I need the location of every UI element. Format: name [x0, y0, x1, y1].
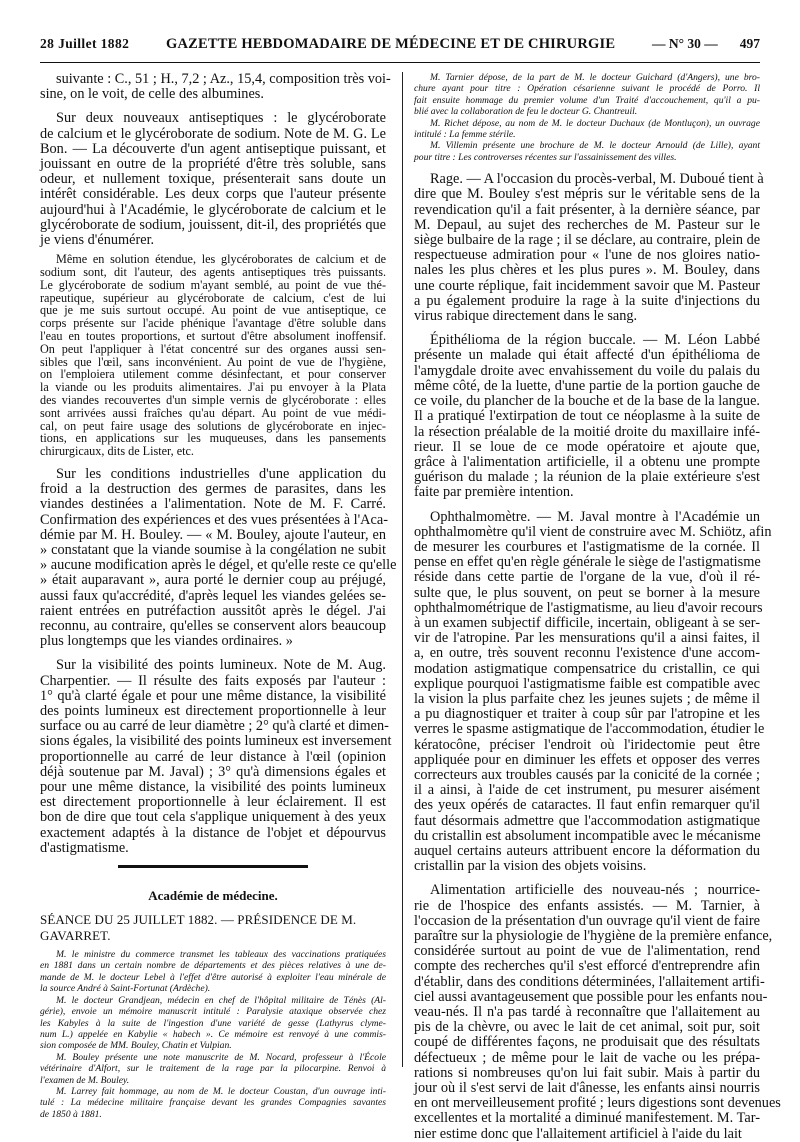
text-line: l'examen de M. Bouley. [40, 1074, 130, 1086]
text-line: la source André à Saint-Fortunat (Ardèche). [40, 983, 211, 995]
text-line: modation astigmatique compensatrice du cristallin, ce qui [414, 660, 760, 677]
text-line: chirurgicaux, dits de Lister, etc. [40, 444, 194, 459]
text-line: Alimentation artificielle des nouveau-nés ; nourrice- [430, 882, 760, 899]
text-line: jour où il s'est servi de lait d'ânesse, les enfants ainsi nourris [414, 1080, 760, 1097]
text-line: la vision la plus parfaite chez les jeunes sujets ; de même il [414, 690, 760, 707]
text-line: auquel certains auteurs attribuent encore la déformation du [414, 842, 760, 859]
froid-note [40, 465, 397, 650]
text-line: siège bulbaire de la rage ; il se déclare, au contraire, plein de [414, 232, 761, 249]
text-line: » était auparavant », aura porté le dernier coup au préjugé, [40, 572, 386, 589]
text-line: la résection préalable de la moitié droite du maxillaire infé- [414, 423, 760, 440]
header-right [652, 36, 760, 52]
text-line: réside dans cette partie de l'organe de la vue, d'où il ré- [414, 569, 760, 586]
text-line: M. Villemin présente une brochure de M. le docteur Arnould (de Lille), ayant [430, 140, 760, 152]
text-line: les Kabyles à la suite de l'ingestion d'une variété de gesse (Lathyrus clyme- [40, 1017, 386, 1029]
text-line: Le glycéroborate de sodium m'ayant semblé, au point de vue thé- [40, 277, 386, 292]
text-line: à un examen subjectif difficile, incertain, obligeant à se ser- [414, 614, 760, 631]
text-line: appliquée pour en diminuer les effets et opposer des verres [414, 751, 760, 768]
text-line: est directement proportionnelle à leur éclairement. Il est [40, 794, 386, 811]
text-line: grâce à l'alimentation artificielle, il a obtenu une prompte [414, 453, 760, 470]
left-column [40, 71, 397, 1120]
issue-number: — N° 30 — [651, 36, 718, 51]
text-line: gérie), envoie un mémoire manuscrit intitulé : Paralysie ataxique observée chez [40, 1006, 386, 1018]
text-line: fait ensuite hommage du premier volume d'un Traité d'accouchement, qu'il a pu- [414, 94, 760, 106]
text-line: paraître sur la physiologie de l'hygiène de la première enfance, [414, 928, 773, 944]
text-line: considérée surtout au point de vue de l'alimentation, rend [414, 943, 760, 960]
text-line: faut désormais admettre que l'accommodation astigmatique [414, 812, 760, 829]
visibilite-note [40, 657, 392, 856]
text-line: sine, on le voit, de celle des albumines. [40, 86, 264, 103]
text-line: a, en outre, très souvent reconnu l'existence d'une accom- [414, 645, 760, 662]
text-line: explique pourquoi l'astigmatisme faible est compatible avec [414, 675, 760, 692]
text-line: sibles que l'œil, sans inconvénient. Au point de vue de l'hygiène, [40, 354, 386, 369]
text-line: aujourd'hui à l'Académie, le glycéroborate de calcium et le [40, 201, 386, 218]
text-line: cal, on peut faire usage des solutions de glycéroborate en injec- [40, 418, 386, 433]
text-line: 1° qu'à clarté égale et pour une même distance, la visibilité [40, 687, 386, 704]
text-line: présente un malade qui était affecté d'un épithélioma de [414, 347, 760, 364]
glyceroborate-note [40, 111, 386, 248]
text-line: virus rabique directement dans le sang. [414, 308, 638, 325]
text-line: l'occasion de la présentation d'un ouvrage qu'il vient de faire [414, 912, 760, 929]
text-line: de 1850 à 1881. [40, 1108, 102, 1120]
text-line: que je me suis surtout occupé. Au point de vue antiseptique, ce [40, 303, 386, 318]
text-line: de calcium et le glycéroborate de sodium. Note de M. G. Le [40, 125, 386, 142]
text-line: Même en solution étendue, les glycéroborates de calcium et de [56, 252, 386, 267]
text-line: on l'emploiera utilement comme désinfectant, et pour conserver [40, 367, 386, 382]
alimentation-note [414, 882, 781, 1142]
text-line: d'établir, dans des conditions déterminées, l'allaitement artifi- [414, 973, 765, 990]
column-divider [402, 72, 403, 1067]
text-line: veau-nés. Il n'a pas tardé à reconnaître que l'allaitement au [414, 1004, 760, 1021]
text-line: respectueuse admiration pour « l'une de nos gloires natio- [414, 247, 760, 264]
glyceroborate-detail [40, 253, 386, 458]
text-line: déjà soutenue par M. Javal) ; 3° qu'à dimensions égales et [40, 763, 386, 780]
text-line: de mesurer les courbures et l'astigmatisme de la cornée. Il [414, 538, 760, 555]
text-line: ophthalmométrique de l'astigmatisme, au lieu d'avoir recours [414, 599, 763, 616]
text-line: M. le docteur Grandjean, médecin en chef de l'hôpital militaire de Ténès (Al- [56, 994, 386, 1006]
text-line: pis de la chèvre, ou avec le lait de cet animal, soit pur, soit [414, 1019, 760, 1036]
text-line: Ophthalmomètre. — M. Javal montre à l'Académie un [430, 508, 760, 525]
text-line: défectueux ; de même pour le lait de vache ou les prépa- [414, 1049, 760, 1066]
text-line: Épithélioma de la région buccale. — M. Léon Labbé [430, 332, 760, 349]
text-line: aussi faux qu'accrédité, d'après lequel les viandes gelées se- [40, 587, 386, 604]
text-line: pour une même distance, la visibilité des points lumineux [40, 779, 386, 796]
text-line: sions égales, la visibilité des points lumineux est inversement [40, 733, 392, 750]
text-line: il a ainsi, à l'aide de cet instrument, pu mesurer aisément [414, 782, 760, 799]
text-line: bon de dire que tout cela s'applique uniquement à des yeux [40, 809, 386, 826]
text-line: » aucune modification après le dégel, et qu'elle reste ce qu'elle [40, 557, 397, 574]
text-line: viandes destinées a l'alimentation. Note de M. F. Carré. [40, 496, 386, 513]
text-line: froid a la destruction des germes de parasites, dans les [40, 481, 386, 498]
text-line: Charpentier. — Il résulte des faits exposés par l'auteur : [40, 672, 386, 689]
text-line: tulé : La médecine militaire française devant les grandes Compagnies savantes [40, 1097, 386, 1109]
text-line: M. Bouley présente une note manuscrite de M. Nocard, professeur à l'École [56, 1051, 386, 1063]
header-date: 28 Juillet 1882 [40, 36, 130, 51]
text-line: rations si nombreuses qu'on lui fait subir. Mais à partir du [414, 1064, 760, 1081]
text-line: pense en effet qu'en règle générale le siège de l'astigmatisme [414, 554, 761, 571]
section-separator [118, 865, 308, 868]
text-line: glycéroborate de sodium, jouissent, dit-il, des propriétés que [40, 216, 386, 233]
text-line: dire que M. Bouley s'est mépris sur le véritable sens de la [414, 186, 760, 203]
text-line: démie par M. H. Bouley. — « M. Bouley, ajoute l'auteur, en [40, 526, 386, 543]
text-line: vétérinaire d'Alfort, sur le traitement de la rage par la pilocarpine. Renvoi à [40, 1063, 386, 1075]
text-line: d'astigmatisme. [40, 839, 129, 856]
text-line: des points lumineux est directement proportionnelle à leur [40, 703, 386, 720]
text-line: jouissant en outre de la propriété d'être très soluble, sans [40, 156, 386, 173]
text-line: verres le spasme astigmatique de l'accommodation, étudier le [414, 721, 765, 738]
text-line: mande de M. le docteur Lebel à l'effet d'être autorisé à exploiter l'eau minérale de [40, 971, 386, 983]
text-line: Sur la visibilité des points lumineux. Note de M. Aug. [56, 657, 386, 674]
journal-title: GAZETTE HEBDOMADAIRE DE MÉDECINE ET DE CHIRURGIE [165, 36, 616, 52]
text-line: sont arrivées aussi fraîches qu'au départ. Au point de vue médi- [40, 405, 386, 420]
text-line: ophthalmomètre qu'il vient de construire avec M. Schiötz, afin [414, 523, 772, 540]
text-line: M. Larrey fait hommage, au nom de M. le docteur Coustan, d'un ouvrage inti- [56, 1085, 386, 1097]
text-line: je viens d'énumérer. [40, 232, 155, 249]
text-line: » constatant que la viande soumise à la congélation ne subit [40, 542, 386, 558]
text-line: raient entrées en putréfaction aussitôt après le dégel. J'ai [40, 602, 386, 619]
text-line: en 1881 dans un certain nombre de départements et des pièces relatives à une de- [40, 960, 386, 972]
text-line: même côté, de la luette, d'une partie de la portion gauche de [414, 377, 760, 394]
text-line: sion composée de MM. Bouley, Chatin et Vulpian. [40, 1040, 232, 1052]
page-number: 497 [739, 36, 760, 51]
text-line: des yeux opérés de cataractes. Il faut enfin remarquer qu'il [414, 797, 760, 814]
text-line: rieur. Il se loue de ce mode opératoire et ajoute que, [414, 438, 760, 455]
text-line: M. Tarnier dépose, de la part de M. le docteur Guichard (d'Angers), une bro- [430, 72, 760, 83]
text-line: en ont merveilleusement profité ; leurs digestions sont devenues [414, 1095, 781, 1112]
text-line: correcteurs aux troubles causés par la conicité de la cornée ; [414, 766, 760, 783]
seance-heading: SÉANCE DU 25 JUILLET 1882. — PRÉSIDENCE DE M. GAVARRET. [40, 912, 357, 944]
text-line: intitulé : La femme stérile. [414, 129, 516, 141]
text-line: odeur, et nullement toxique, présenterait sans doute un [40, 171, 386, 188]
text-line: des viandes recouvertes d'un simple vernis de glycéroborate : elles [40, 393, 386, 407]
text-line: reconnu, au contraire, qu'elles se conservent alors beaucoup [40, 618, 386, 635]
text-line: Il a pratiqué l'extirpation de tout ce néoplasme à la suite de [414, 408, 760, 425]
text-line: nales les plus chères et les plus pures ». M. Bouley, dans [414, 262, 760, 279]
text-line: a pu diagnostiquer et traiter à coup sûr par l'atropine et les [414, 706, 760, 723]
text-line: vir de l'atropine. Par les mensurations qu'il a ainsi faites, il [414, 630, 760, 647]
text-line: rie de l'hospice des enfants assistés. — M. Tarnier, à [414, 897, 760, 914]
text-line: nier estime donc que l'allaitement artificiel à l'aide du lait [414, 1125, 742, 1142]
text-line: pour titre : Les controverses récentes sur l'assainissement des villes. [414, 151, 677, 163]
text-line: Confirmation des expériences et des vues présentées à l'Aca- [40, 511, 388, 528]
text-line: l'eau en toutes proportions, et surtout d'être absolument inoffensif. [40, 329, 386, 344]
albumines-paragraph [40, 71, 391, 103]
text-line: a pu également produire la rage à la suite d'injections du [414, 292, 760, 309]
text-line: suivante : C., 51 ; H., 7,2 ; Az., 15,4, composition très voi- [56, 71, 391, 87]
text-line: la viande ou les produits alimentaires. J'ai pu envoyer à la Plata [40, 380, 386, 395]
text-line: proportionnelle au carré de leur distance à l'œil (opinion [40, 748, 386, 765]
text-line: une courte réplique, fait incidemment savoir que M. Pasteur [414, 277, 760, 294]
text-line: M. Depaul, au sujet des recherches de M. Pasteur sur le [414, 216, 760, 233]
text-line: excellentes et la mortalité a diminué manifestement. M. Tar- [414, 1110, 760, 1127]
section-title: Académie de médecine. [148, 888, 278, 904]
text-line: corps présente sur l'acide phénique l'avantage d'être soluble dans [40, 316, 386, 331]
text-line: sodium sont, dit l'auteur, des agents antiseptiques très puissants. [40, 265, 386, 280]
text-line: revendication qu'il a fait présenter, à la dernière séance, par [414, 201, 760, 218]
text-line: M. Richet dépose, au nom de M. le docteur Duchaux (de Montluçon), un ouvrage [430, 117, 760, 129]
correspondance-list [40, 949, 386, 1120]
text-line: ciel aussi avantageusement que possible pour les enfants nou- [414, 988, 768, 1005]
text-line: compte des recherches qu'il s'est efforcé d'entreprendre afin [414, 958, 760, 975]
text-line: surface ou au carré de leur diamètre ; 2° qu'à clarté et dimen- [40, 718, 389, 735]
text-line: num L.) appelée en Kabylie « habech ». Ce mémoire est renvoyé à une commis- [40, 1028, 386, 1040]
text-line: exactement adaptés à la distance de l'objet et dépourvus [40, 824, 386, 841]
text-line: intérêt considérable. Les deux corps que l'auteur présente [40, 186, 386, 203]
text-line: kératocône, préciser l'endroit où l'iridectomie peut être [414, 736, 760, 753]
text-line: rapeutique, supérieur au glycéroborate de calcium, c'est de lui [40, 290, 386, 305]
text-line: du cristallin est absolument incompatible avec le mécanisme [414, 827, 761, 844]
text-line: tions, en applications sur les muqueuses, dans les pansements [40, 431, 386, 446]
depots-list [414, 72, 760, 163]
text-line: Sur deux nouveaux antiseptiques : le glycéroborate [56, 110, 386, 127]
text-line: l'amygdale droite avec envahissement du voile du palais du [414, 362, 760, 379]
text-line: plus longtemps que les viandes ordinaires. » [40, 633, 293, 650]
text-line: Rage. — A l'occasion du procès-verbal, M. Duboué tient à [430, 171, 764, 188]
text-line: On peut l'appliquer à l'état concentré sur des organes aussi sen- [40, 341, 386, 356]
text-line: sulte que, le plus souvent, on peut se borner à la mesure [414, 584, 760, 601]
text-line: M. le ministre du commerce transmet les tableaux des vaccinations pratiquées [56, 949, 386, 961]
text-line: blié avec la collaboration de feu le docteur G. Chantreuil. [414, 106, 638, 118]
right-column [414, 72, 781, 1142]
text-line: coupé de différentes façons, ne produisait que des résultats [414, 1034, 760, 1051]
text-line: Sur les conditions industrielles d'une application du [56, 465, 386, 482]
rage-note [414, 171, 764, 325]
text-line: ce voile, du plancher de la bouche et de la base de la langue. [414, 393, 760, 410]
text-line: chure ayant pour titre : Opération césarienne suivant le procédé de Porro. Il [414, 83, 760, 95]
epithelioma-note [414, 333, 760, 500]
page-header [40, 36, 760, 63]
text-line: faite par première intention. [414, 484, 574, 501]
text-line: cristallin par la vision des objets voisins. [414, 858, 647, 875]
ophthalmometre-note [414, 508, 772, 875]
text-line: guérison du malade ; la réunion de la plaie extérieure s'est [414, 469, 760, 486]
text-line: Bon. — La découverte d'un agent antiseptique puissant, et [40, 140, 386, 157]
